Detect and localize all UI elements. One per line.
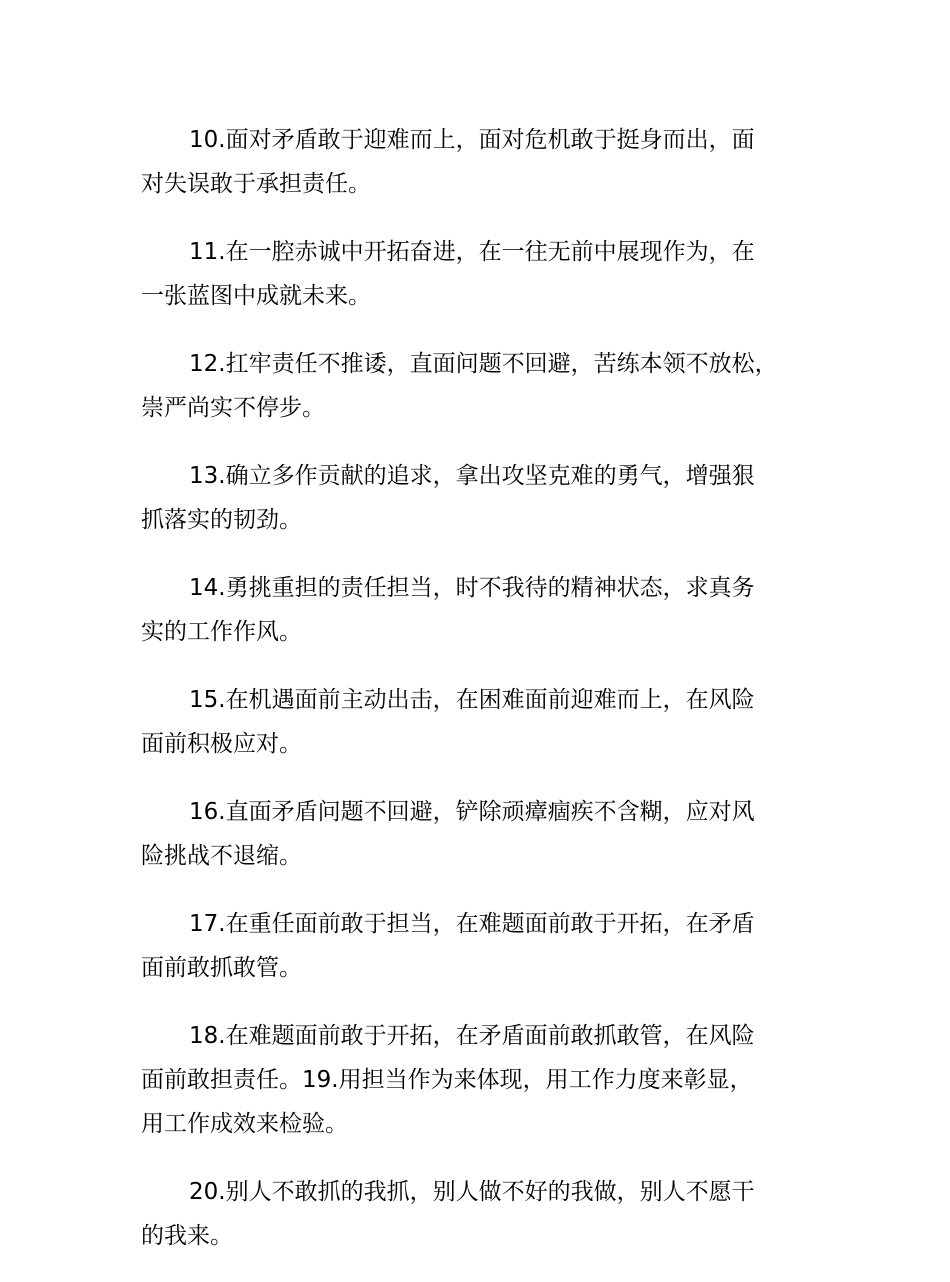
paragraph-15 [141,678,821,766]
paragraph-line: 实的工作作风。 [141,619,302,645]
paragraph-line: 14.勇挑重担的责任担当，时不我待的精神状态，求真务 [189,575,755,601]
paragraph-line: 11.在一腔赤诚中开拓奋进，在一往无前中展现作为，在 [189,239,755,265]
paragraph-line: 一张蓝图中成就未来。 [141,283,371,309]
paragraph-12 [141,342,821,430]
paragraph-line: 抓落实的韧劲。 [141,507,302,533]
paragraph-line: 16.直面矛盾问题不回避，铲除顽瘴痼疾不含糊，应对风 [189,799,755,825]
paragraph-line: 12.扛牢责任不推诿，直面问题不回避，苦练本领不放松， [189,351,778,377]
paragraph-line: 崇严尚实不停步。 [141,395,325,421]
paragraph-line: 15.在机遇面前主动出击，在困难面前迎难而上，在风险 [189,687,755,713]
paragraph-line: 用工作成效来检验。 [141,1111,348,1137]
paragraph-line: 18.在难题面前敢于开拓，在矛盾面前敢抓敢管，在风险 [189,1023,755,1049]
paragraph-line: 13.确立多作贡献的追求，拿出攻坚克难的勇气，增强狠 [189,463,755,489]
document-body [141,118,821,1282]
paragraph-line: 20.别人不敢抓的我抓，别人做不好的我做，别人不愿干 [189,1179,755,1205]
paragraph-line: 10.面对矛盾敢于迎难而上，面对危机敢于挺身而出，面 [189,127,755,153]
paragraph-line: 面前敢担责任。19.用担当作为来体现，用工作力度来彰显， [141,1067,753,1093]
paragraph-line: 对失误敢于承担责任。 [141,171,371,197]
paragraph-20 [141,1170,821,1258]
paragraph-11 [141,230,821,318]
paragraph-18 [141,1014,821,1146]
paragraph-line: 面前敢抓敢管。 [141,955,302,981]
paragraph-line: 17.在重任面前敢于担当，在难题面前敢于开拓，在矛盾 [189,911,755,937]
paragraph-line: 的我来。 [141,1223,233,1249]
paragraph-13 [141,454,821,542]
paragraph-16 [141,790,821,878]
paragraph-10 [141,118,821,206]
paragraph-line: 险挑战不退缩。 [141,843,302,869]
paragraph-17 [141,902,821,990]
paragraph-14 [141,566,821,654]
paragraph-line: 面前积极应对。 [141,731,302,757]
